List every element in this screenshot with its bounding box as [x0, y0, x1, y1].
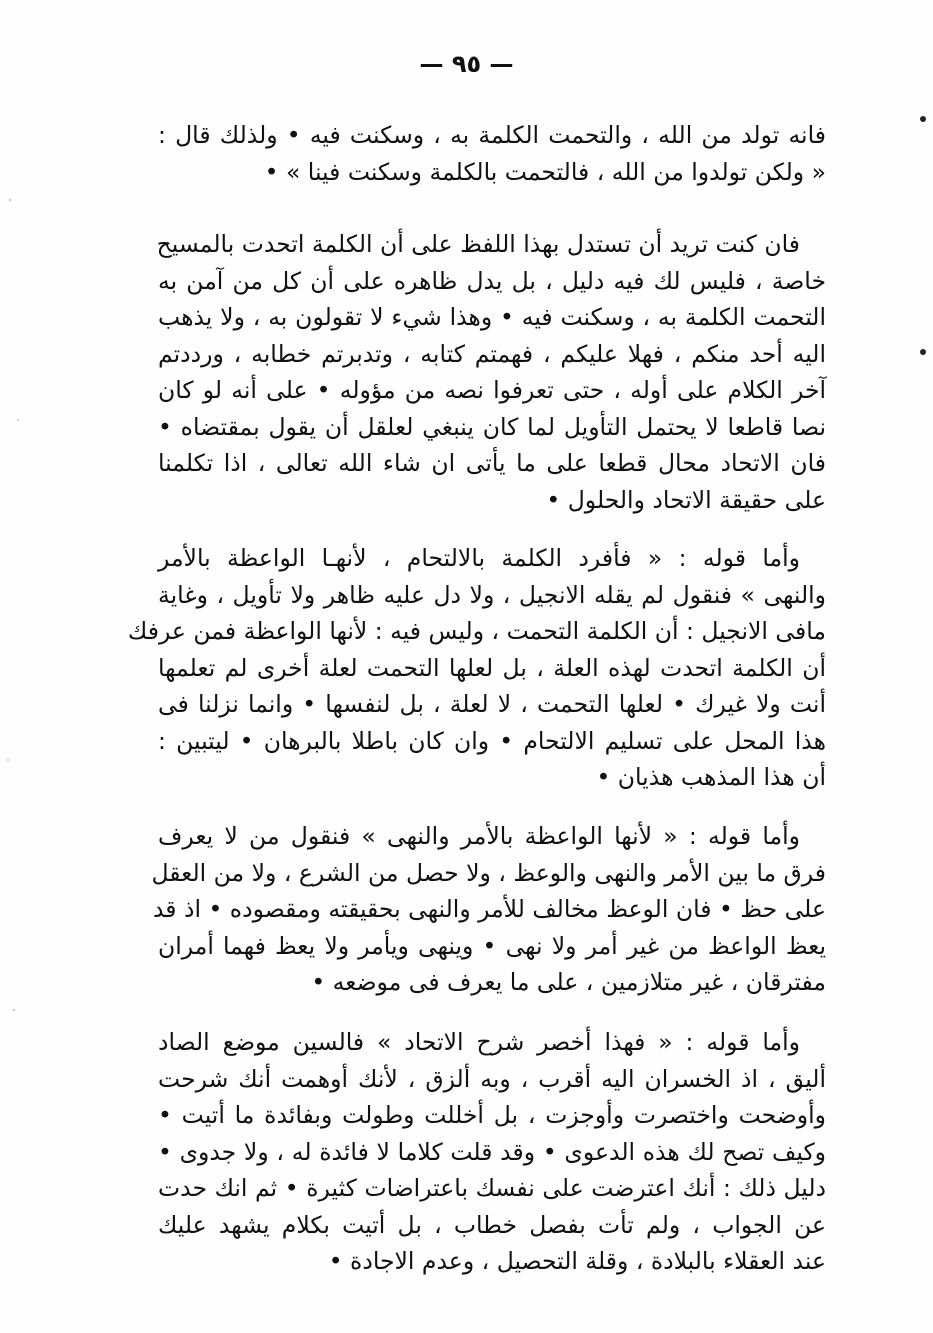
text-line: فان الاتحاد محال قطعا على ما يأتى ان شاء الله تعالى ، اذا تكلمنا	[158, 449, 826, 477]
text-line: أليق ، اذ الخسران اليه أقرب ، وبه ألزق ، لأنك أوهمت أنك شرحت	[158, 1064, 826, 1093]
text-line: على حقيقة الاتحاد والحلول •	[546, 485, 826, 514]
text-line: وكيف تصح لك هذه الدعوى • وقد قلت كلاما لا فائدة له ، ولا جدوى •	[158, 1137, 826, 1166]
paragraph-5	[158, 1024, 826, 1280]
text-line: هذا المحل على تسليم الالتحام • وان كان باطلا بالبرهان • ليتبين :	[158, 726, 826, 755]
text-line: أن هذا المذهب هذيان •	[596, 763, 826, 791]
text-line: وأما قوله : « لأنها الواعظة بالأمر والنهى » فنقول من لا يعرف	[158, 822, 800, 850]
text-line: يعظ الواعظ من غير أمر ولا نهى • وينهى ويأمر ولا يعظ فهما أمران	[158, 931, 826, 960]
page-number: — ٩٥ —	[419, 50, 514, 78]
text-line: وأما قوله : « فهذا أخصر شرح الاتحاد » فالسين موضع الصاد	[158, 1028, 800, 1056]
text-line: فان كنت تريد أن تستدل بهذا اللفظ على أن الكلمة اتحدت بالمسيح	[156, 230, 800, 258]
text-line: « ولكن تولدوا من الله ، فالتحمت بالكلمة وسكنت فينا » •	[264, 157, 826, 186]
text-line: والنهى » فنقول لم يقله الانجيل ، ولا دل عليه ظاهر ولا تأويل ، وغاية	[158, 580, 826, 609]
paragraph-3	[127, 540, 826, 796]
scan-noise	[0, 0, 40, 1333]
text-line: عند العقلاء بالبلادة ، وقلة التحصيل ، وعدم الاجادة •	[328, 1247, 826, 1275]
text-line: اليه أحد منكم ، فهلا عليكم ، فهمتم كتابه ، وتدبرتم خطابه ، ورددتم	[158, 339, 826, 368]
paragraph-2	[158, 226, 826, 518]
text-line: أنت ولا غيرك • لعلها التحمت ، لا لعلة ، بل لنفسها • وانما نزلنا فى	[158, 690, 826, 718]
text-line: آخر الكلام على أوله ، حتى تعرفوا نصه من مؤوله • على أنه لو كان	[158, 376, 826, 404]
text-line: فرق ما بين الأمر والنهى والوعظ ، ولا حصل من الشرع ، ولا من العقل	[151, 858, 826, 887]
paragraph-1	[158, 117, 826, 190]
text-line: خاصة ، فليس لك فيه دليل ، بل يدل ظاهره على أن كل من آمن به	[158, 266, 826, 295]
text-line: دليل ذلك : أنك اعترضت على نفسك باعتراضات كثيرة • ثم انك حدت	[158, 1174, 826, 1202]
text-line: وأما قوله : « فأفرد الكلمة بالالتحام ، لأنهـا الواعظة بالأمر	[158, 544, 800, 572]
text-line: على حظ • فان الوعظ مخالف للأمر والنهى بحقيقته ومقصوده • اذ قد	[152, 895, 826, 923]
margin-ink-dot	[920, 349, 926, 355]
text-line: فانه تولد من الله ، والتحمت الكلمة به ، وسكنت فيه • ولذلك قال :	[158, 121, 826, 149]
text-line: وأوضحت واختصرت وأوجزت ، بل أخللت وطولت وبفائدة ما أتيت •	[158, 1101, 826, 1129]
text-line: أن الكلمة اتحدت لهذه العلة ، بل لعلها التحمت لعلة أخرى لم تعلمها	[158, 653, 826, 682]
margin-ink-dot	[920, 116, 926, 122]
text-line: نصا قاطعا لا يحتمل التأويل لما كان ينبغي لعلقل أن يقول بمقتضاه •	[158, 412, 826, 441]
text-line: عن الجواب ، ولم تأت بفصل خطاب ، بل أتيت بكلام يشهد عليك	[158, 1210, 826, 1239]
paragraph-4	[151, 818, 826, 1001]
text-line: التحمت الكلمة به ، وسكنت فيه • وهذا شيء لا تقولون به ، ولا يذهب	[158, 303, 826, 331]
text-line: مفترقان ، غير متلازمين ، على ما يعرف فى موضعه •	[311, 968, 826, 996]
text-line: مافى الانجيل : أن الكلمة التحمت ، وليس فيه : لأنها الواعظة فمن عرفك	[127, 617, 826, 645]
